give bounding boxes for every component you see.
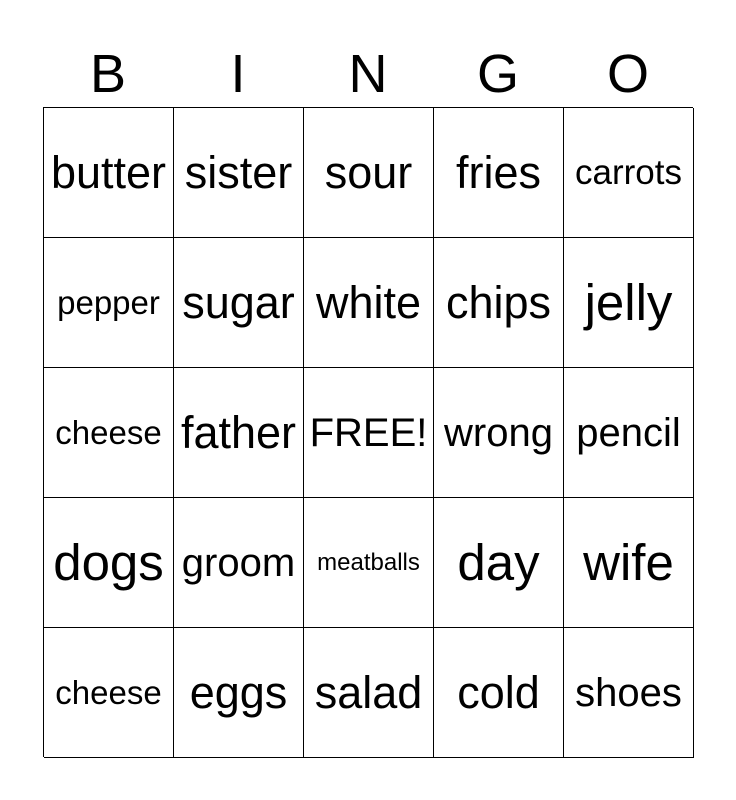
bingo-cell[interactable]: carrots [564,108,694,238]
bingo-cell[interactable]: white [304,238,434,368]
bingo-cell[interactable]: pencil [564,368,694,498]
bingo-cell[interactable]: meatballs [304,498,434,628]
bingo-cell[interactable]: sour [304,108,434,238]
bingo-cell[interactable]: groom [174,498,304,628]
bingo-cell[interactable]: wrong [434,368,564,498]
bingo-cell[interactable]: father [174,368,304,498]
bingo-cell[interactable]: shoes [564,628,694,758]
header-letter-g: G [476,44,519,104]
bingo-cell[interactable]: jelly [564,238,694,368]
bingo-cell[interactable]: sister [174,108,304,238]
bingo-cell[interactable]: cold [434,628,564,758]
bingo-header [43,44,693,104]
bingo-cell[interactable]: pepper [44,238,174,368]
bingo-cell[interactable]: cheese [44,368,174,498]
bingo-board [43,107,693,757]
bingo-cell[interactable]: fries [434,108,564,238]
bingo-cell[interactable]: sugar [174,238,304,368]
bingo-cell[interactable]: butter [44,108,174,238]
header-letter-i: I [230,44,246,104]
header-letter-b: B [89,44,127,104]
bingo-cell[interactable]: dogs [44,498,174,628]
bingo-cell[interactable]: chips [434,238,564,368]
bingo-cell[interactable]: wife [564,498,694,628]
bingo-cell[interactable]: cheese [44,628,174,758]
header-letter-o: O [606,44,649,104]
bingo-cell[interactable]: salad [304,628,434,758]
bingo-cell-free-space[interactable]: FREE! [304,368,434,498]
bingo-cell[interactable]: eggs [174,628,304,758]
header-letter-n: N [348,44,388,104]
bingo-cell[interactable]: day [434,498,564,628]
